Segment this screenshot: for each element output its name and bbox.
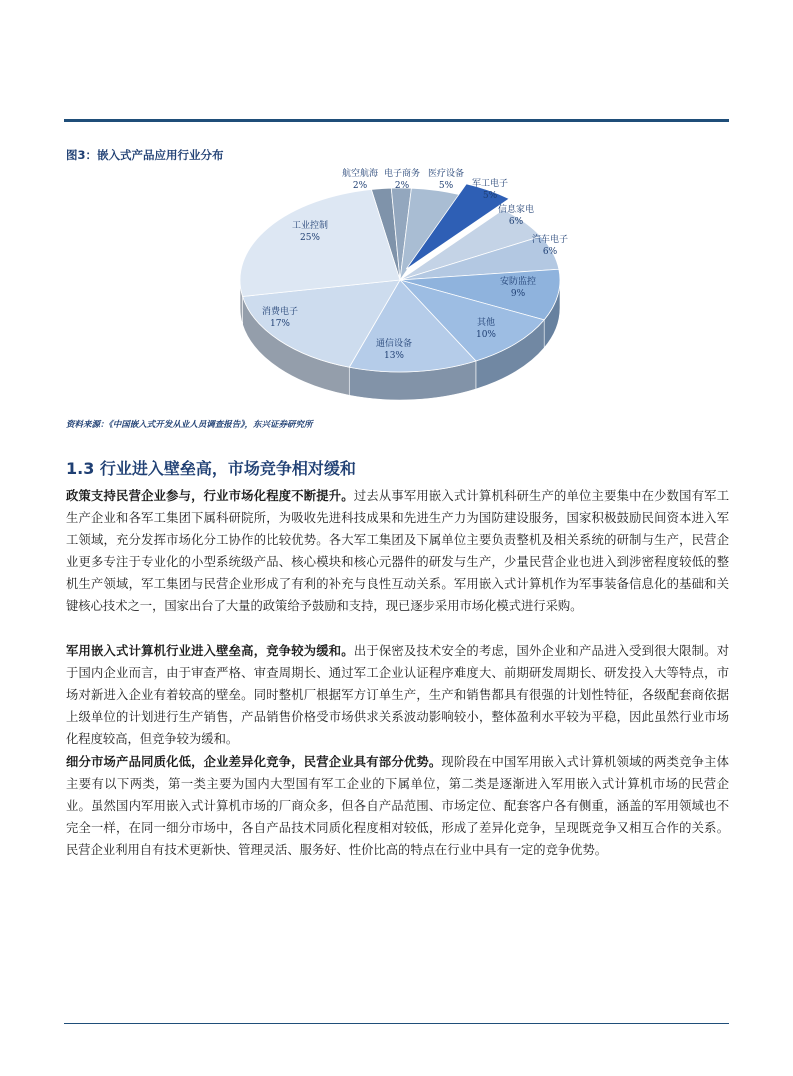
pie-label-5: 汽车电子 bbox=[531, 235, 569, 245]
paragraph-body: 过去从事军用嵌入式计算机科研生产的单位主要集中在少数国有军工生产企业和各军工集团下属科研院所，为吸收先进科技成果和先进生产力为国防建设服务，国家积极鼓励民间资本进入军工领域，充分发挥市场化分工协作的比较优势。各大军工集团及下属单位主要负责整机及相关系统的研制与生产，民营企业更多专注于专业化的小型系统级产品、核心模块和核心元器件的研发与生产，少量民营企业也进入到涉密程度较低的整机生产领域，军工集团与民营企业形成了有利的补充与良性互动关系。军用嵌入式计算机作为军事装备信息化的基础和关键核心技术之一，国家出台了大量的政策给予鼓励和支持，现已逐步采用市场化模式进行采购。 bbox=[66, 489, 729, 613]
header-rule bbox=[64, 119, 729, 122]
pie-label-4: 信息家电 bbox=[497, 205, 535, 215]
pie-label-0: 航空航海 bbox=[341, 169, 379, 179]
pie-value-label-5: 6% bbox=[542, 247, 558, 257]
paragraph-lead: 细分市场产品同质化低，企业差异化竞争，民营企业具有部分优势。 bbox=[66, 754, 442, 769]
paragraph-entry-barrier bbox=[66, 640, 729, 750]
pie-label-1: 电子商务 bbox=[383, 169, 421, 179]
pie-label-8: 通信设备 bbox=[375, 339, 413, 349]
paragraph-body: 现阶段在中国军用嵌入式计算机领域的两类竞争主体主要有以下两类，第一类主要为国内大型国有军工企业的下属单位，第二类是逐渐进入军用嵌入式计算机市场的民营企业。虽然国内军用嵌入式计算机市场的厂商众多，但各自产品范围、市场定位、配套客户各有侧重，涵盖的军用领域也不完全一样，在同一细分市场中，各自产品技术同质化程度相对较低，形成了差异化竞争，呈现既竞争又相互合作的关系。民营企业利用自有技术更新快、管理灵活、服务好、性价比高的特点在行业中具有一定的竞争优势。 bbox=[66, 755, 729, 857]
pie-label-3: 军工电子 bbox=[471, 179, 509, 189]
paragraph-policy-support bbox=[66, 485, 729, 617]
pie-value-label-7: 10% bbox=[475, 330, 497, 340]
pie-value-label-1: 2% bbox=[394, 181, 410, 191]
figure-source: 资料来源：《中国嵌入式开发从业人员调查报告》，东兴证券研究所 bbox=[66, 420, 313, 430]
pie-value-label-3: 5% bbox=[482, 191, 498, 201]
pie-value-label-2: 5% bbox=[438, 181, 454, 191]
figure-title: 图3：嵌入式产品应用行业分布 bbox=[66, 148, 224, 162]
pie-value-label-4: 6% bbox=[508, 217, 524, 227]
pie-value-label-6: 9% bbox=[510, 289, 526, 299]
pie-label-9: 消费电子 bbox=[261, 307, 299, 317]
paragraph-body: 出于保密及技术安全的考虑，国外企业和产品进入受到很大限制。对于国内企业而言，由于审查严格、审查周期长、通过军工企业认证程序难度大、前期研发周期长、研发投入大等特点，市场对新进入企业有着较高的壁垒。同时整机厂根据军方订单生产，生产和销售都具有很强的计划性特征，各级配套商依据上级单位的计划进行生产销售，产品销售价格受市场供求关系波动影响较小，整体盈利水平较为平稳，因此虽然行业市场化程度较高，但竞争较为缓和。 bbox=[66, 644, 729, 746]
pie-value-label-0: 2% bbox=[352, 181, 368, 191]
pie-label-2: 医疗设备 bbox=[427, 169, 465, 179]
pie-label-10: 工业控制 bbox=[291, 221, 329, 231]
footer-rule bbox=[64, 1023, 729, 1024]
paragraph-lead: 军用嵌入式计算机行业进入壁垒高，竞争较为缓和。 bbox=[66, 643, 354, 658]
pie-label-6: 安防监控 bbox=[499, 277, 537, 287]
paragraph-lead: 政策支持民营企业参与，行业市场化程度不断提升。 bbox=[66, 488, 354, 503]
pie-label-7: 其他 bbox=[476, 318, 496, 328]
pie-value-label-8: 13% bbox=[383, 351, 405, 361]
pie-value-label-10: 25% bbox=[299, 233, 321, 243]
section-heading: 1.3 行业进入壁垒高，市场竞争相对缓和 bbox=[66, 459, 356, 478]
pie-value-label-9: 17% bbox=[269, 319, 291, 329]
pie-chart bbox=[180, 160, 620, 415]
pie-chart-svg bbox=[180, 160, 620, 415]
paragraph-differentiation bbox=[66, 751, 729, 861]
